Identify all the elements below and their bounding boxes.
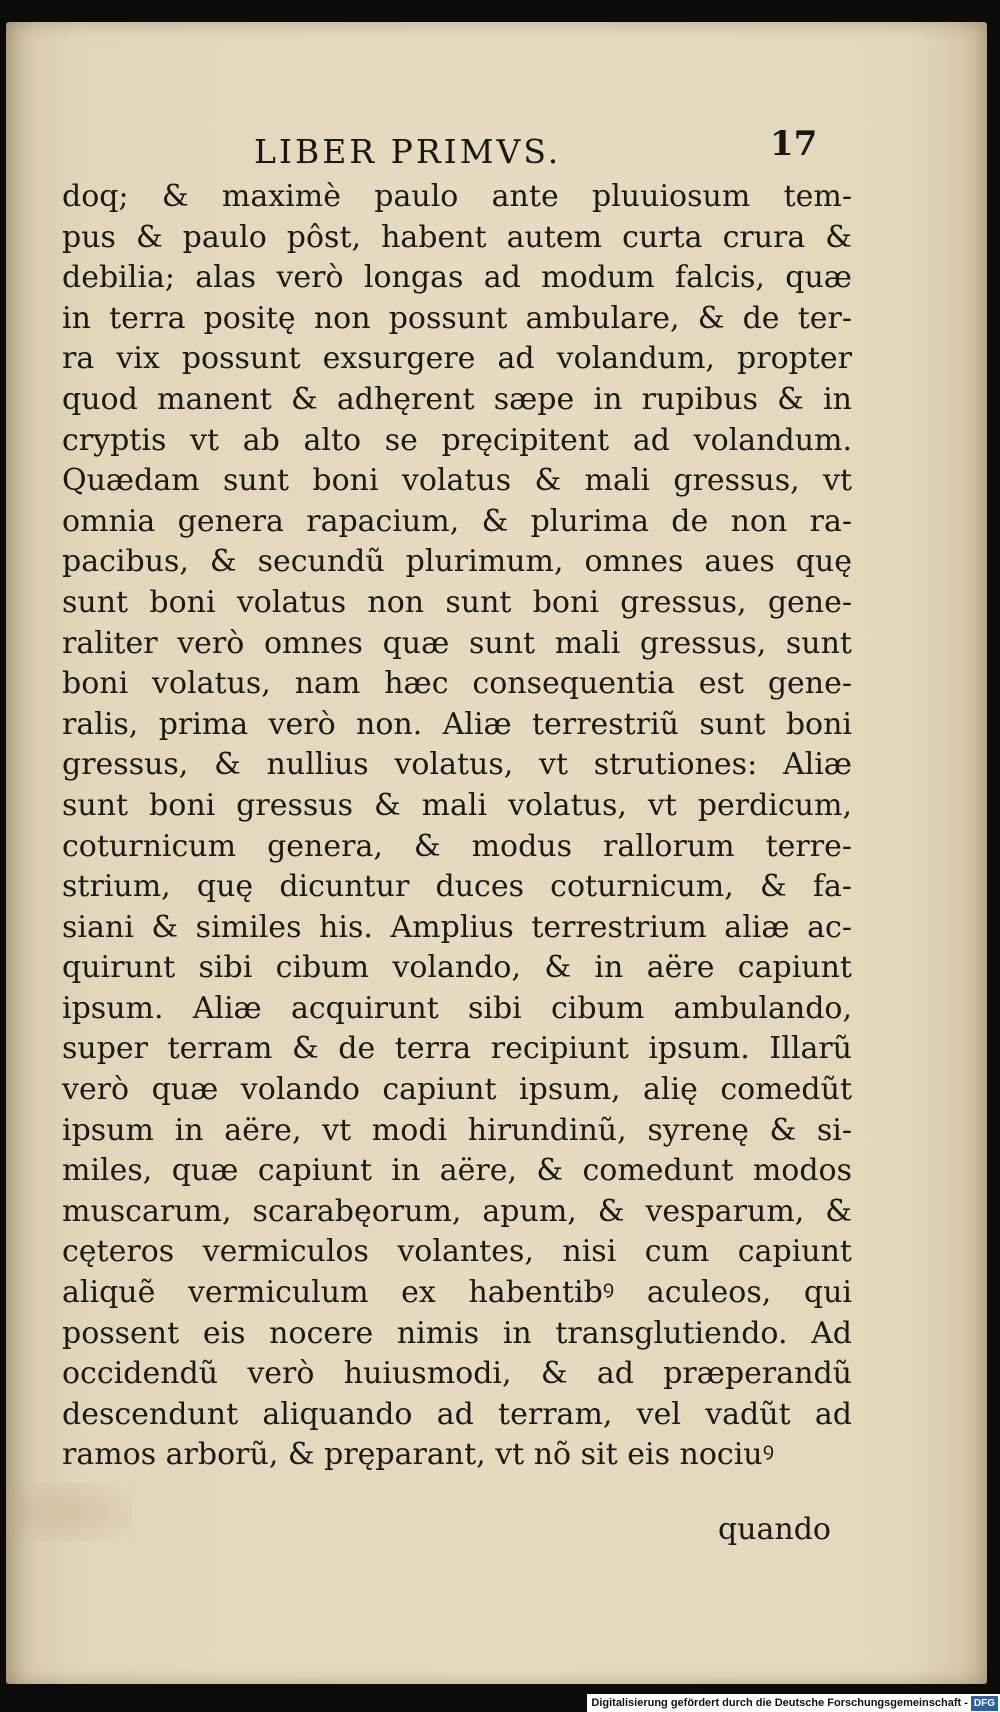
text-line: cryptis vt ab alto se pręcipitent ad volandum. <box>62 422 852 458</box>
text-line: pacibus, & secundũ plurimum, omnes aues quę <box>62 544 852 580</box>
text-line: cęteros vermiculos volantes, nisi cum capiunt <box>62 1234 852 1270</box>
page-number: 17 <box>770 124 818 164</box>
text-line: quod manent & adhęrent sæpe in rupibus & in <box>62 381 852 417</box>
text-line: boni volatus, nam hæc consequentia est gene- <box>62 666 852 702</box>
running-head-title: LIBER PRIMVS. <box>254 132 562 171</box>
text-line: raliter verò omnes quæ sunt mali gressus, sunt <box>62 625 852 661</box>
dfg-logo: DFG <box>971 1696 998 1711</box>
text-line: siani & similes his. Amplius terrestrium aliæ ac- <box>62 909 852 945</box>
book-page <box>6 22 987 1684</box>
text-line: omnia genera rapacium, & plurima de non ra- <box>62 503 852 539</box>
text-line: ra vix possunt exsurgere ad volandum, propter <box>62 341 852 377</box>
text-line: in terra positę non possunt ambulare, & de ter- <box>62 300 852 336</box>
text-line: gressus, & nullius volatus, vt strutiones: Aliæ <box>62 747 852 783</box>
running-head <box>6 120 987 180</box>
text-line: verò quæ volando capiunt ipsum, alię comedũt <box>62 1072 852 1108</box>
text-line: ramos arborũ, & pręparant, vt nõ sit eis nociuꝰ <box>62 1437 775 1473</box>
text-line: possent eis nocere nimis in transglutiendo. Ad <box>62 1315 852 1351</box>
text-line: quirunt sibi cibum volando, & in aëre capiunt <box>62 950 852 986</box>
text-line: ipsum in aëre, vt modi hirundinũ, syrenę & si- <box>62 1112 852 1148</box>
catchword: quando <box>718 1512 831 1547</box>
text-line: pus & paulo pôst, habent autem curta crura & <box>62 219 852 255</box>
text-line: strium, quę dicuntur duces coturnicum, & fa- <box>62 869 852 905</box>
digitization-credit: Digitalisierung gefördert durch die Deutsche Forschungsgemeinschaft - <box>591 1697 968 1709</box>
text-line: descendunt aliquando ad terram, vel vadũt ad <box>62 1396 852 1432</box>
text-line: ipsum. Aliæ acquirunt sibi cibum ambulando, <box>62 990 852 1026</box>
text-line: aliquẽ vermiculum ex habentibꝰ aculeos, qui <box>62 1275 852 1311</box>
text-line: ralis, prima verò non. Aliæ terrestriũ sunt boni <box>62 706 852 742</box>
text-line: doq; & maximè paulo ante pluuiosum tem- <box>62 179 852 214</box>
page-stain <box>12 1482 132 1542</box>
text-line: coturnicum genera, & modus rallorum terre- <box>62 828 852 864</box>
body-text <box>62 177 852 1476</box>
text-line: occidendũ verò huiusmodi, & ad præperandũ <box>62 1356 852 1392</box>
text-line: debilia; alas verò longas ad modum falcis, quæ <box>62 260 852 296</box>
text-line: super terram & de terra recipiunt ipsum. Illarũ <box>62 1031 852 1067</box>
text-line: sunt boni gressus & mali volatus, vt perdicum, <box>62 787 852 823</box>
text-line: Quædam sunt boni volatus & mali gressus, vt <box>62 463 852 499</box>
text-line: sunt boni volatus non sunt boni gressus, gene- <box>62 584 852 620</box>
digitization-credit-bar <box>587 1694 1000 1712</box>
text-line: muscarum, scarabęorum, apum, & vesparum, & <box>62 1193 852 1229</box>
text-line: miles, quæ capiunt in aëre, & comedunt modos <box>62 1153 852 1189</box>
